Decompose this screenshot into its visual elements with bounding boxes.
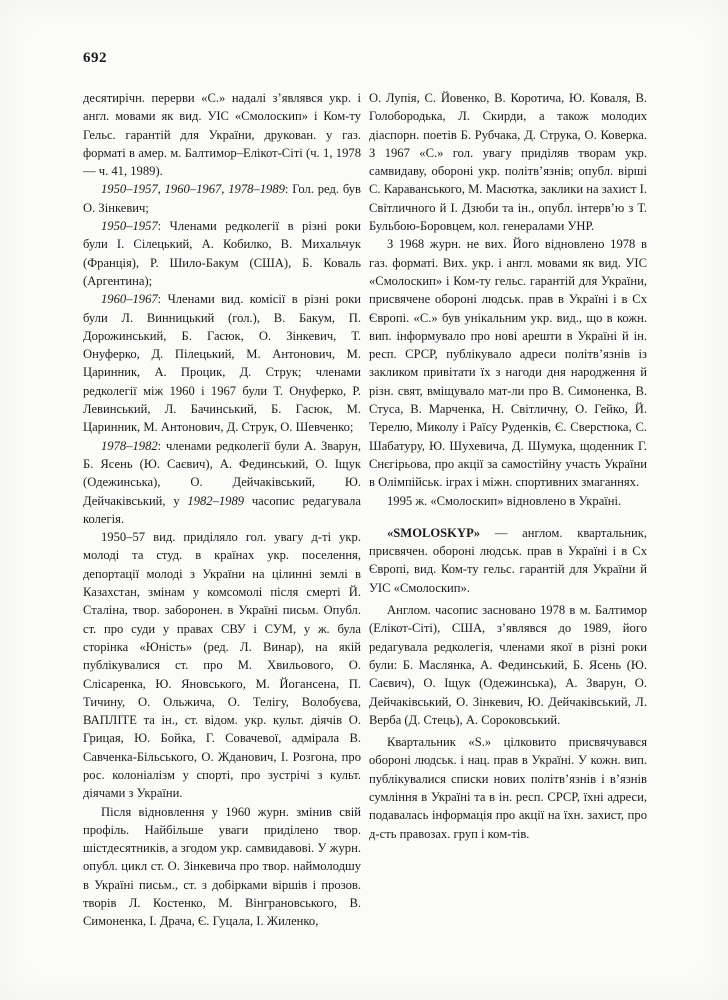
paragraph-board-1950 xyxy=(83,217,361,290)
entry-heading-smoloskyp: «SMOLOSKYP» xyxy=(387,525,481,540)
paragraph-poets-continued: О. Лупія, С. Йовенко, В. Коротича, Ю. Коваля, В. Голобородька, Л. Скирди, а також молодих діаспорн. поетів Б. Рубчака, Д. Струка, О. Коверка. З 1967 «С.» гол. увагу приділяв творам укр. самвидаву, обороні укр. політв’язнів; опубл. вірші С. Караванського, М. Масютка, заклики на захист І. Світличного й І. Дзюби та ін., опубл. інтерв’ю з Т. Бульбою-Боровцем, кол. генералами УНР. xyxy=(369,91,647,234)
left-column xyxy=(83,89,361,931)
right-column xyxy=(369,89,647,843)
paragraph-english-journal: Англом. часопис засновано 1978 в м. Балтимор (Елікот-Сіті), США, з’являвся до 1989, його редагувала редколегія, членами якої в різні роки були: Б. Маслянка, А. Фединський, Б. Ясень (Ю. Саєвич), О. Іщук (Одежинська), А. Зварун, О. Дейчаківський, О. Зінкевич, Ю. Дейчаківський, Л. Верба (Д. Стець), А. Сороковський. xyxy=(369,603,647,727)
paragraph-1950-57-focus: 1950–57 вид. приділяло гол. увагу д-ті укр. молоді та студ. в країнах укр. поселення, депортації молоді з України на цілинні землі в Казахстан, змінам у комсомолі після смерті Й. Сталіна, твор. заборонен. в Україні письм. Опубл. ст. про суди у правах СВУ і СУМ, у ж. була сторінка «Юність» (ред. Л. Винар), на якій публікувалися ст. про М. Хвильового, О. Слісаренка, Ю. Яновського, М. Йогансена, П. Тичину, О. Ольжича, О. Телігу, Волобуєва, ВАПЛІТЕ та ін., ст. відом. укр. культ. діячів О. Грицая, Ю. Бойка, Г. Совачевої, адмірала В. Савченка-Більського, О. Жданович, І. Розгона, про рос. колоніалізм у спорті, про зустрічі з культ. діячами з України. xyxy=(83,530,361,801)
chief-editor-text: : Гол. ред. був О. Зінкевич; xyxy=(83,182,362,215)
paragraph-1995: 1995 ж. «Смолоскип» відновлено в Україні. xyxy=(387,493,622,508)
italic-years-1978: 1978–1982 xyxy=(101,438,158,453)
paragraph-quarterly: Квартальник «S.» цілковито присвячувався обороні людськ. і нац. прав в Україні. У кожн. вип. публікувалися списки нових політв’язнів і в’язнів сумління в Україні та в ін. респ. СРСР, їхні адреси, подавалась інформація про акції на їхн. захист, про д-сть правозах. груп і ком-тів. xyxy=(369,735,647,841)
paragraph-board-1960 xyxy=(83,290,361,436)
paragraph-1968-revival: З 1968 журн. не вих. Його відновлено 1978 в газ. форматі. Вих. укр. і англ. мовами як вид. УІС «Смолоскип» і Ком-ту гельс. гарантій для України, присвячене обороні людськ. прав в Україні і в Сх Європі. «С.» був унікальним укр. вид., що в кожн. вип. інформувало про нові арешти в Україні й ін. респ. СРСР, публікувало адреси політв’язнів із закликом привітати їх з нагоди дня народження й різн. свят, вміщувало мат-ли про В. Симоненка, В. Стуса, В. Марченка, Н. Світличну, О. Гейко, Й. Терелю, Миколу і Раїсу Руденків, Є. Сверстюка, С. Шабатуру, Ю. Шухевича, Д. Шумука, щоденник Г. Снєгірьова, про акції за самостійну участь України в Олімпійськ. іграх і міжн. спортивних змаганнях. xyxy=(369,237,647,490)
board-1982-text: часопис редагувала колегія. xyxy=(83,493,361,526)
italic-years-all: 1950–1957, 1960–1967, 1978–1989 xyxy=(101,182,285,197)
italic-years-1950: 1950–1957 xyxy=(101,219,158,234)
board-1960-text: : Членами вид. комісії в різні роки були Л. Винницький (гол.), В. Бакум, П. Дорожинський, Б. Гасюк, О. Зінкевич, Т. Онуферко, Д. Пілецький, М. Антонович, М. Царинник, А. Процик, Д. Струк; членами редколегії між 1960 і 1967 були Т. Онуферко, Р. Левинський, Л. Бачинський, Б. Гасюк, М. Царинник, М. Антонович, Д. Струк, О. Шевченко; xyxy=(83,292,361,435)
entry-definition: — англом. квартальник, присвячен. обороні людськ. прав в Україні і в Сх Європі, вид. Ком-ту гельс. гарантій для України й УІС «Смолоскип». xyxy=(369,525,647,595)
paragraph-board-1978 xyxy=(83,437,361,528)
board-1950-text: : Членами редколегії в різні роки були І. Сілецький, А. Кобилко, В. Михальчук (Франція), Р. Шило-Бакум (США), Б. Коваль (Аргентина); xyxy=(83,219,361,288)
paragraph-smoloskyp-entry xyxy=(369,524,647,597)
italic-years-1982: 1982–1989 xyxy=(187,493,245,508)
paragraph-chief-editor xyxy=(83,180,361,217)
board-1978-text: : членами редколегії були А. Зварун, Б. Ясень (Ю. Саєвич), А. Фединський, О. Іщук (Одежинська), О. Дейчаківський, Ю. Дейчаківський, у xyxy=(83,438,361,508)
paragraph-after-1960: Після відновлення у 1960 журн. змінив свій профіль. Найбільше уваги приділено твор. шістдесятників, а згодом укр. самвидавові. У журн. опубл. цикл ст. О. Зінкевича про твор. наймолодшу в Україні письм., ст. з добірками віршів і прозов. творів Л. Костенко, М. Вінграновського, В. Симоненка, І. Драча, Є. Гуцала, І. Жиленко, xyxy=(83,804,361,929)
paragraph-intro-continued: десятирічн. перерви «С.» надалі з’являвся укр. і англ. мовами як вид. УІС «Смолоскип» і Ком-ту Гельс. гарантій для України, друкован. у газ. форматі в амер. м. Балтимор–Елікот-Сіті (ч. 1, 1978 — ч. 41, 1989). xyxy=(83,91,361,179)
italic-years-1960: 1960–1967 xyxy=(101,292,158,307)
page-number: 692 xyxy=(83,50,107,66)
